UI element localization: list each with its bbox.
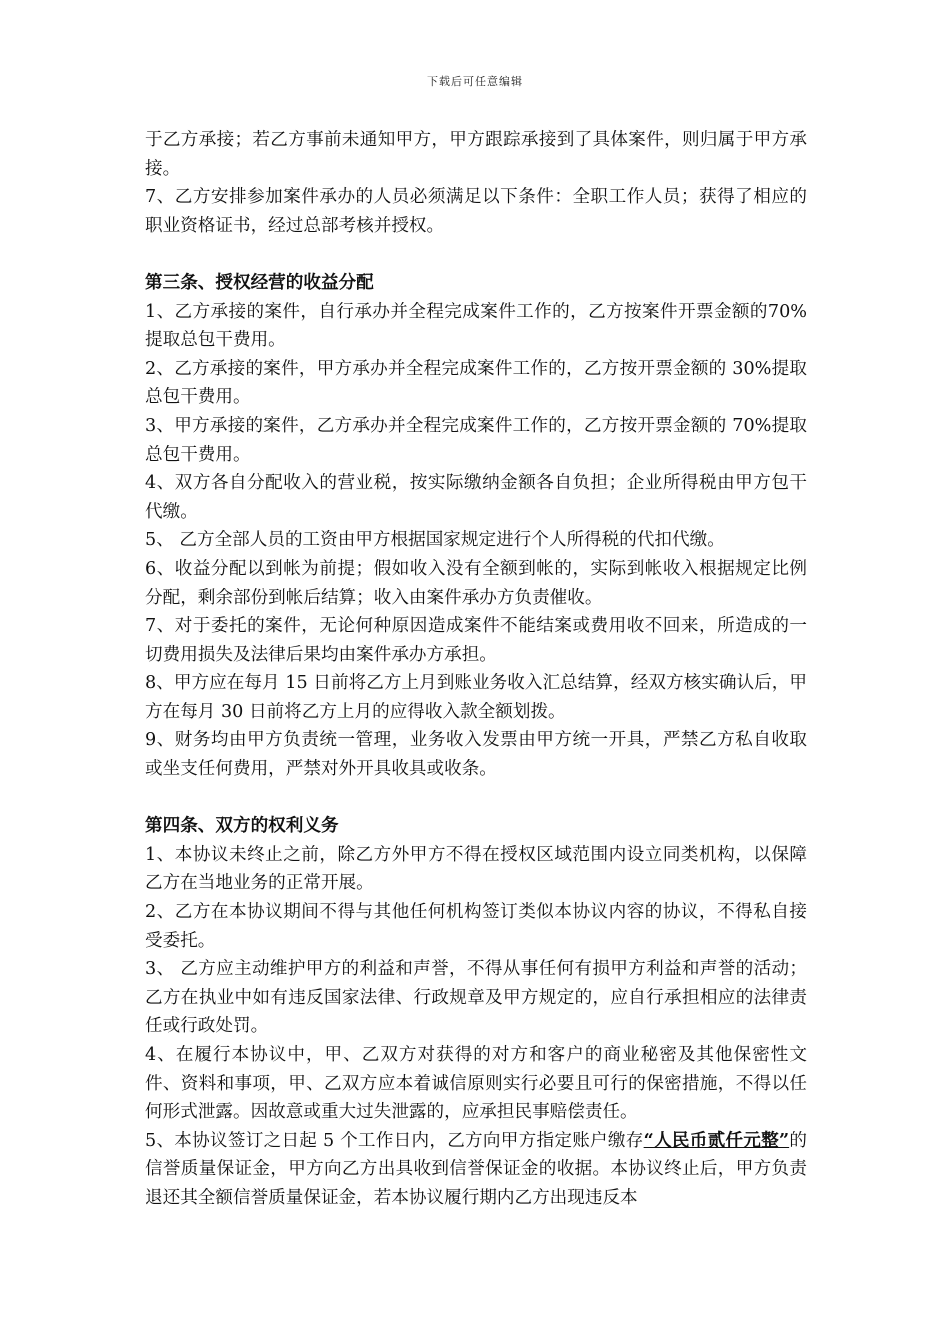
paragraph: 9、财务均由甲方负责统一管理，业务收入发票由甲方统一开具，严禁乙方私自收取或坐支任何费用，严禁对外开具收具或收条。 (145, 730, 807, 780)
spacer (145, 784, 807, 813)
paragraph: 4、双方各自分配收入的营业税，按实际缴纳金额各自负担；企业所得税由甲方包干代缴。 (145, 473, 807, 522)
paragraph: 于乙方承接；若乙方事前未通知甲方，甲方跟踪承接到了具体案件，则归属于甲方承接。 (145, 130, 807, 179)
document-body (145, 126, 807, 1213)
paragraph: 7、乙方安排参加案件承办的人员必须满足以下条件：全职工作人员；获得了相应的职业资格证书，经过总部考核并授权。 (145, 187, 807, 236)
paragraph: 1、本协议未终止之前，除乙方外甲方不得在授权区域范围内设立同类机构，以保障乙方在当地业务的正常开展。 (145, 844, 807, 894)
page-header: 下载后可任意编辑 (427, 75, 523, 88)
paragraph (145, 1127, 807, 1213)
paragraph: 6、收益分配以到帐为前提；假如收入没有全额到帐的，实际到帐收入根据规定比例分配，剩余部份到帐后结算；收入由案件承办方负责催收。 (145, 558, 807, 608)
paragraph: 4、在履行本协议中，甲、乙双方对获得的对方和客户的商业秘密及其他保密性文件、资料和事项，甲、乙双方应本着诚信原则实行必要且可行的保密措施，不得以任何形式泄露。因故意或重大过失泄露的，应承担民事赔偿责任。 (145, 1045, 807, 1123)
deposit-amount: “人民币贰仟元整” (643, 1129, 790, 1151)
paragraph: 8、甲方应在每月 15 日前将乙方上月到账业务收入汇总结算，经双方核实确认后，甲方在每月 30 日前将乙方上月的应得收入款全额划拨。 (145, 673, 807, 722)
paragraph: 2、乙方承接的案件，甲方承办并全程完成案件工作的，乙方按开票金额的 30%提取总包干费用。 (145, 358, 807, 408)
paragraph: 3、 乙方应主动维护甲方的利益和声誉，不得从事任何有损甲方利益和声誉的活动；乙方在执业中如有违反国家法律、行政规章及甲方规定的，应自行承担相应的法律责任或行政处罚。 (145, 959, 807, 1037)
section-heading: 第四条、双方的权利义务 (145, 815, 339, 837)
paragraph-text: 的信誉质量保证金，甲方向乙方出具收到信誉保证金的收据。本协议终止后，甲方负责退还其全额信誉质量保证金，若本协议履行期内乙方出现违反本 (145, 1130, 807, 1208)
spacer (145, 240, 807, 269)
paragraph: 7、对于委托的案件，无论何种原因造成案件不能结案或费用收不回来，所造成的一切费用损失及法律后果均由案件承办方承担。 (145, 616, 807, 665)
paragraph: 2、乙方在本协议期间不得与其他任何机构签订类似本协议内容的协议，不得私自接受委托。 (145, 902, 807, 951)
paragraph: 1、乙方承接的案件，自行承办并全程完成案件工作的，乙方按案件开票金额的70%提取总包干费用。 (145, 301, 807, 351)
section-heading: 第三条、授权经营的收益分配 (145, 271, 374, 293)
paragraph: 5、 乙方全部人员的工资由甲方根据国家规定进行个人所得税的代扣代缴。 (145, 530, 725, 551)
paragraph-text: 5、本协议签订之日起 5 个工作日内，乙方向甲方指定账户缴存 (145, 1130, 644, 1151)
paragraph: 3、甲方承接的案件，乙方承办并全程完成案件工作的，乙方按开票金额的 70%提取总包干费用。 (145, 415, 807, 465)
